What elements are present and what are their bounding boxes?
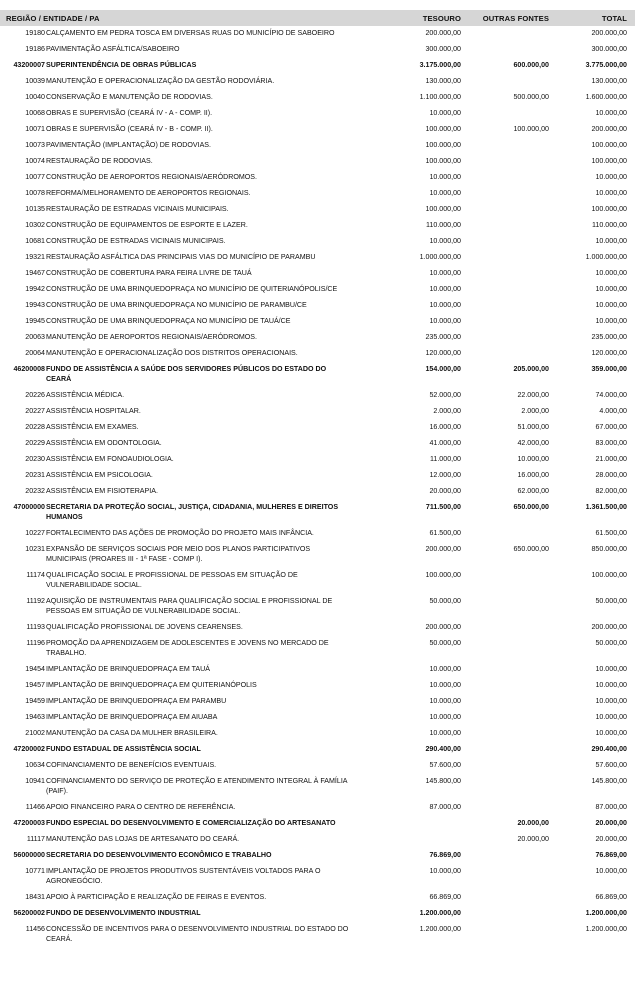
row-code: 18431 xyxy=(25,893,45,901)
row-total: 200.000,00 xyxy=(591,29,627,37)
row-total: 10.000,00 xyxy=(595,729,627,737)
table-row xyxy=(0,710,635,726)
row-tesouro: 10.000,00 xyxy=(429,317,461,325)
entity-row xyxy=(0,58,635,74)
row-code: 19945 xyxy=(25,317,45,325)
row-total: 145.800,00 xyxy=(591,777,627,785)
row-description: RESTAURAÇÃO DE ESTRADAS VICINAIS MUNICIPAIS. xyxy=(46,205,229,213)
row-total: 28.000,00 xyxy=(595,471,627,479)
table-row xyxy=(0,890,635,906)
row-code: 19321 xyxy=(25,253,45,261)
row-description: FORTALECIMENTO DAS AÇÕES DE PROMOÇÃO DO PROJETO MAIS INFÂNCIA. xyxy=(46,529,314,537)
row-code: 20228 xyxy=(25,423,45,431)
row-code: 20231 xyxy=(25,471,45,479)
row-description: MANUTENÇÃO DE AEROPORTOS REGIONAIS/AERÓDROMOS. xyxy=(46,333,258,341)
row-tesouro: 1.000.000,00 xyxy=(419,253,461,261)
row-code: 19180 xyxy=(25,29,45,37)
row-description: SUPERINTENDÊNCIA DE OBRAS PÚBLICAS xyxy=(46,61,197,69)
table-row xyxy=(0,568,635,594)
row-total: 100.000,00 xyxy=(591,141,627,149)
row-description: SECRETARIA DA PROTEÇÃO SOCIAL, JUSTIÇA, CIDADANIA, MULHERES E DIREITOS HUMANOS xyxy=(46,503,339,521)
row-tesouro: 10.000,00 xyxy=(429,867,461,875)
row-tesouro: 100.000,00 xyxy=(425,141,461,149)
row-description: ASSISTÊNCIA EM PSICOLOGIA. xyxy=(46,471,153,479)
row-total: 10.000,00 xyxy=(595,697,627,705)
row-code: 10077 xyxy=(25,173,45,181)
row-tesouro: 10.000,00 xyxy=(429,269,461,277)
table-header xyxy=(0,10,635,26)
row-code: 10078 xyxy=(25,189,45,197)
row-description: MANUTENÇÃO E OPERACIONALIZAÇÃO DA GESTÃO RODOVIÁRIA. xyxy=(46,77,275,85)
row-total: 1.000.000,00 xyxy=(585,253,627,261)
row-total: 100.000,00 xyxy=(591,571,627,579)
row-tesouro: 20.000,00 xyxy=(429,487,461,495)
row-tesouro: 16.000,00 xyxy=(429,423,461,431)
row-total: 20.000,00 xyxy=(595,835,627,843)
row-tesouro: 100.000,00 xyxy=(425,125,461,133)
table-row xyxy=(0,694,635,710)
row-code: 10231 xyxy=(25,545,45,553)
row-outras-fontes: 42.000,00 xyxy=(517,439,549,447)
row-tesouro: 50.000,00 xyxy=(429,639,461,647)
row-total: 74.000,00 xyxy=(595,391,627,399)
row-tesouro: 10.000,00 xyxy=(429,665,461,673)
table-row xyxy=(0,282,635,298)
row-total: 83.000,00 xyxy=(595,439,627,447)
row-total: 4.000,00 xyxy=(599,407,627,415)
row-description: RESTAURAÇÃO DE RODOVIAS. xyxy=(46,157,153,165)
row-code: 19467 xyxy=(25,269,45,277)
row-description: SECRETARIA DO DESENVOLVIMENTO ECONÔMICO E TRABALHO xyxy=(46,851,272,859)
row-total: 300.000,00 xyxy=(591,45,627,53)
table-row xyxy=(0,154,635,170)
row-tesouro: 1.100.000,00 xyxy=(419,93,461,101)
row-description: FUNDO DE DESENVOLVIMENTO INDUSTRIAL xyxy=(46,909,201,917)
entity-row xyxy=(0,848,635,864)
row-code: 20230 xyxy=(25,455,45,463)
row-description: FUNDO ESTADUAL DE ASSISTÊNCIA SOCIAL xyxy=(46,745,201,753)
row-description: ASSISTÊNCIA EM EXAMES. xyxy=(46,423,139,431)
row-code: 10681 xyxy=(25,237,45,245)
table-row xyxy=(0,298,635,314)
row-total: 850.000,00 xyxy=(591,545,627,553)
row-tesouro: 235.000,00 xyxy=(425,333,461,341)
header-region: REGIÃO / ENTIDADE / PA xyxy=(6,14,100,23)
table-row xyxy=(0,726,635,742)
row-description: PROMOÇÃO DA APRENDIZAGEM DE ADOLESCENTES E JOVENS NO MERCADO DE TRABALHO. xyxy=(46,639,329,657)
row-total: 87.000,00 xyxy=(595,803,627,811)
row-description: OBRAS E SUPERVISÃO (CEARÁ IV - A - COMP. II). xyxy=(46,109,213,117)
row-tesouro: 300.000,00 xyxy=(425,45,461,53)
row-description: QUALIFICAÇÃO PROFISSIONAL DE JOVENS CEARENSES. xyxy=(46,623,243,631)
row-code: 11192 xyxy=(26,597,45,605)
table-row xyxy=(0,800,635,816)
row-code: 19457 xyxy=(25,681,45,689)
row-code: 11196 xyxy=(26,639,45,647)
row-tesouro: 10.000,00 xyxy=(429,173,461,181)
row-code: 10040 xyxy=(25,93,45,101)
row-tesouro: 10.000,00 xyxy=(429,109,461,117)
row-code: 10634 xyxy=(25,761,45,769)
table-row xyxy=(0,758,635,774)
row-code: 19454 xyxy=(25,665,45,673)
row-description: IMPLANTAÇÃO DE BRINQUEDOPRAÇA EM PARAMBU xyxy=(46,697,227,705)
row-description: CONSTRUÇÃO DE EQUIPAMENTOS DE ESPORTE E LAZER. xyxy=(46,221,248,229)
table-row xyxy=(0,42,635,58)
row-total: 10.000,00 xyxy=(595,301,627,309)
row-code: 11193 xyxy=(26,623,45,631)
row-total: 10.000,00 xyxy=(595,237,627,245)
row-tesouro: 1.200.000,00 xyxy=(419,925,461,933)
row-description: RESTAURAÇÃO ASFÁLTICA DAS PRINCIPAIS VIAS DO MUNICÍPIO DE PARAMBU xyxy=(46,253,316,261)
row-description: AQUISIÇÃO DE INSTRUMENTAIS PARA QUALIFICAÇÃO SOCIAL E PROFISSIONAL DE PESSOAS EM SITUAÇÃO DE VULNERABILIDADE SOCIAL. xyxy=(46,597,333,615)
row-description: APOIO FINANCEIRO PARA O CENTRO DE REFERÊNCIA. xyxy=(46,803,236,811)
row-code: 10771 xyxy=(25,867,45,875)
row-outras-fontes: 2.000,00 xyxy=(521,407,549,415)
table-row xyxy=(0,526,635,542)
row-tesouro: 50.000,00 xyxy=(429,597,461,605)
row-total: 10.000,00 xyxy=(595,867,627,875)
row-tesouro: 154.000,00 xyxy=(425,365,461,373)
row-code: 47200003 xyxy=(13,819,45,827)
table-row xyxy=(0,420,635,436)
table-row xyxy=(0,202,635,218)
row-code: 11117 xyxy=(26,835,45,843)
table-row xyxy=(0,234,635,250)
row-description: ASSISTÊNCIA HOSPITALAR. xyxy=(46,407,141,415)
row-total: 1.200.000,00 xyxy=(585,909,627,917)
row-total: 200.000,00 xyxy=(591,623,627,631)
row-total: 66.869,00 xyxy=(595,893,627,901)
row-tesouro: 10.000,00 xyxy=(429,237,461,245)
row-code: 11174 xyxy=(26,571,45,579)
table-row xyxy=(0,832,635,848)
row-total: 1.600.000,00 xyxy=(585,93,627,101)
row-code: 19463 xyxy=(25,713,45,721)
row-description: FUNDO ESPECIAL DO DESENVOLVIMENTO E COMERCIALIZAÇÃO DO ARTESANATO xyxy=(46,819,336,827)
table-row xyxy=(0,636,635,662)
table-row xyxy=(0,218,635,234)
row-code: 43200007 xyxy=(13,61,45,69)
row-outras-fontes: 22.000,00 xyxy=(517,391,549,399)
row-description: MANUTENÇÃO DA CASA DA MULHER BRASILEIRA. xyxy=(46,729,218,737)
row-total: 200.000,00 xyxy=(591,125,627,133)
row-total: 10.000,00 xyxy=(595,681,627,689)
row-total: 10.000,00 xyxy=(595,109,627,117)
row-description: EXPANSÃO DE SERVIÇOS SOCIAIS POR MEIO DOS PLANOS PARTICIPATIVOS MUNICIPAIS (PROARES III - 1ª FASE - COMP I). xyxy=(46,545,311,563)
row-code: 10941 xyxy=(25,777,45,785)
row-code: 10068 xyxy=(25,109,45,117)
row-tesouro: 1.200.000,00 xyxy=(419,909,461,917)
row-total: 1.361.500,00 xyxy=(585,503,627,511)
table-row xyxy=(0,774,635,800)
row-description: CONSTRUÇÃO DE COBERTURA PARA FEIRA LIVRE DE TAUÁ xyxy=(46,269,252,277)
row-tesouro: 10.000,00 xyxy=(429,285,461,293)
row-description: MANUTENÇÃO E OPERACIONALIZAÇÃO DOS DISTRITOS OPERACIONAIS. xyxy=(46,349,298,357)
row-outras-fontes: 10.000,00 xyxy=(517,455,549,463)
table-row xyxy=(0,662,635,678)
row-description: QUALIFICAÇÃO SOCIAL E PROFISSIONAL DE PESSOAS EM SITUAÇÃO DE VULNERABILIDADE SOCIAL. xyxy=(46,571,298,589)
table-row xyxy=(0,330,635,346)
row-outras-fontes: 500.000,00 xyxy=(513,93,549,101)
row-description: IMPLANTAÇÃO DE PROJETOS PRODUTIVOS SUSTENTÁVEIS VOLTADOS PARA O AGRONEGÓCIO. xyxy=(46,867,321,885)
row-total: 100.000,00 xyxy=(591,157,627,165)
table-row xyxy=(0,922,635,948)
row-code: 11456 xyxy=(25,925,45,933)
row-outras-fontes: 600.000,00 xyxy=(513,61,549,69)
row-code: 47200002 xyxy=(13,745,45,753)
row-code: 11466 xyxy=(25,803,45,811)
row-total: 10.000,00 xyxy=(595,665,627,673)
row-tesouro: 145.800,00 xyxy=(425,777,461,785)
row-total: 76.869,00 xyxy=(595,851,627,859)
header-total: TOTAL xyxy=(601,14,627,23)
table-row xyxy=(0,404,635,420)
row-description: ASSISTÊNCIA EM ODONTOLOGIA. xyxy=(46,439,162,447)
row-code: 20226 xyxy=(25,391,45,399)
row-description: ASSISTÊNCIA EM FISIOTERAPIA. xyxy=(46,487,158,495)
row-description: COFINANCIAMENTO DO SERVIÇO DE PROTEÇÃO E ATENDIMENTO INTEGRAL À FAMÍLIA (PAIF). xyxy=(46,777,348,795)
table-row xyxy=(0,594,635,620)
row-description: ASSISTÊNCIA MÉDICA. xyxy=(46,391,125,399)
row-description: CONSTRUÇÃO DE UMA BRINQUEDOPRAÇA NO MUNICÍPIO DE TAUÁ/CE xyxy=(46,317,291,325)
entity-row xyxy=(0,816,635,832)
row-outras-fontes: 100.000,00 xyxy=(513,125,549,133)
row-total: 359.000,00 xyxy=(591,365,627,373)
row-tesouro: 76.869,00 xyxy=(429,851,461,859)
row-total: 1.200.000,00 xyxy=(585,925,627,933)
row-outras-fontes: 650.000,00 xyxy=(513,503,549,511)
row-description: IMPLANTAÇÃO DE BRINQUEDOPRAÇA EM AIUABA xyxy=(46,713,218,721)
row-code: 19942 xyxy=(25,285,45,293)
row-tesouro: 10.000,00 xyxy=(429,713,461,721)
row-code: 56200002 xyxy=(13,909,45,917)
row-outras-fontes: 650.000,00 xyxy=(513,545,549,553)
row-tesouro: 100.000,00 xyxy=(425,205,461,213)
row-total: 110.000,00 xyxy=(592,221,627,229)
row-tesouro: 3.175.000,00 xyxy=(419,61,461,69)
table-row xyxy=(0,90,635,106)
row-tesouro: 66.869,00 xyxy=(429,893,461,901)
table-row xyxy=(0,436,635,452)
row-description: CONSTRUÇÃO DE UMA BRINQUEDOPRAÇA NO MUNICÍPIO DE PARAMBU/CE xyxy=(46,301,307,309)
row-tesouro: 100.000,00 xyxy=(425,571,461,579)
row-tesouro: 87.000,00 xyxy=(429,803,461,811)
row-description: IMPLANTAÇÃO DE BRINQUEDOPRAÇA EM TAUÁ xyxy=(46,665,210,673)
table-row xyxy=(0,468,635,484)
row-code: 10039 xyxy=(25,77,45,85)
row-code: 10074 xyxy=(25,157,45,165)
row-code: 20232 xyxy=(25,487,45,495)
row-description: CONSTRUÇÃO DE ESTRADAS VICINAIS MUNICIPAIS. xyxy=(46,237,226,245)
row-code: 21002 xyxy=(25,729,45,737)
row-code: 47000000 xyxy=(13,503,45,511)
row-tesouro: 200.000,00 xyxy=(425,623,461,631)
table-row xyxy=(0,250,635,266)
row-code: 10227 xyxy=(25,529,45,537)
table-body xyxy=(0,26,635,948)
row-tesouro: 110.000,00 xyxy=(426,221,461,229)
table-row xyxy=(0,266,635,282)
table-row xyxy=(0,106,635,122)
row-tesouro: 2.000,00 xyxy=(433,407,461,415)
table-row xyxy=(0,484,635,500)
row-total: 10.000,00 xyxy=(595,713,627,721)
row-tesouro: 100.000,00 xyxy=(425,157,461,165)
row-code: 20229 xyxy=(25,439,45,447)
table-row xyxy=(0,678,635,694)
row-description: ASSISTÊNCIA EM FONOAUDIOLOGIA. xyxy=(46,455,174,463)
row-total: 10.000,00 xyxy=(595,269,627,277)
row-tesouro: 130.000,00 xyxy=(425,77,461,85)
row-total: 67.000,00 xyxy=(595,423,627,431)
row-total: 21.000,00 xyxy=(595,455,627,463)
row-total: 235.000,00 xyxy=(591,333,627,341)
row-description: CONSTRUÇÃO DE UMA BRINQUEDOPRAÇA NO MUNICÍPIO DE QUITERIANÓPOLIS/CE xyxy=(46,285,338,293)
row-description: APOIO À PARTICIPAÇÃO E REALIZAÇÃO DE FEIRAS E EVENTOS. xyxy=(46,893,267,901)
row-code: 19186 xyxy=(25,45,45,53)
row-tesouro: 11.000,00 xyxy=(429,455,461,463)
row-description: MANUTENÇÃO DAS LOJAS DE ARTESANATO DO CEARÁ. xyxy=(46,835,240,843)
table-row xyxy=(0,542,635,568)
table-row xyxy=(0,122,635,138)
row-total: 10.000,00 xyxy=(595,189,627,197)
row-code: 19943 xyxy=(25,301,45,309)
row-outras-fontes: 62.000,00 xyxy=(517,487,549,495)
row-total: 3.775.000,00 xyxy=(585,61,627,69)
table-row xyxy=(0,138,635,154)
table-row xyxy=(0,74,635,90)
row-code: 19459 xyxy=(25,697,45,705)
row-total: 50.000,00 xyxy=(595,639,627,647)
table-row xyxy=(0,388,635,404)
row-total: 82.000,00 xyxy=(595,487,627,495)
table-row xyxy=(0,26,635,42)
row-description: PAVIMENTAÇÃO (IMPLANTAÇÃO) DE RODOVIAS. xyxy=(46,141,212,149)
header-outras-fontes: OUTRAS FONTES xyxy=(482,14,549,23)
row-tesouro: 61.500,00 xyxy=(429,529,461,537)
row-code: 46200008 xyxy=(13,365,45,373)
row-total: 61.500,00 xyxy=(595,529,627,537)
row-code: 10302 xyxy=(25,221,45,229)
row-outras-fontes: 16.000,00 xyxy=(517,471,549,479)
row-code: 10135 xyxy=(25,205,45,213)
row-description: IMPLANTAÇÃO DE BRINQUEDOPRAÇA EM QUITERIANÓPOLIS xyxy=(46,681,257,689)
row-tesouro: 120.000,00 xyxy=(425,349,461,357)
row-tesouro: 10.000,00 xyxy=(429,729,461,737)
row-description: PAVIMENTAÇÃO ASFÁLTICA/SABOEIRO xyxy=(46,45,180,53)
row-code: 10073 xyxy=(25,141,45,149)
entity-row xyxy=(0,362,635,388)
row-total: 10.000,00 xyxy=(595,173,627,181)
row-total: 20.000,00 xyxy=(595,819,627,827)
row-tesouro: 10.000,00 xyxy=(429,681,461,689)
table-row xyxy=(0,170,635,186)
row-tesouro: 12.000,00 xyxy=(429,471,461,479)
row-total: 10.000,00 xyxy=(595,317,627,325)
row-outras-fontes: 205.000,00 xyxy=(513,365,549,373)
row-description: OBRAS E SUPERVISÃO (CEARÁ IV - B - COMP. II). xyxy=(46,125,213,133)
row-description: FUNDO DE ASSISTÊNCIA A SAÚDE DOS SERVIDORES PÚBLICOS DO ESTADO DO CEARÁ xyxy=(46,365,327,383)
table-row xyxy=(0,186,635,202)
entity-row xyxy=(0,742,635,758)
row-outras-fontes: 20.000,00 xyxy=(517,835,549,843)
row-tesouro: 10.000,00 xyxy=(429,189,461,197)
entity-row xyxy=(0,906,635,922)
row-total: 57.600,00 xyxy=(595,761,627,769)
row-code: 56000000 xyxy=(13,851,45,859)
row-code: 20227 xyxy=(25,407,45,415)
row-total: 290.400,00 xyxy=(591,745,627,753)
row-description: CONCESSÃO DE INCENTIVOS PARA O DESENVOLVIMENTO INDUSTRIAL DO ESTADO DO CEARÁ. xyxy=(46,925,349,943)
row-outras-fontes: 20.000,00 xyxy=(517,819,549,827)
entity-row xyxy=(0,500,635,526)
row-tesouro: 290.400,00 xyxy=(425,745,461,753)
row-description: CONSTRUÇÃO DE AEROPORTOS REGIONAIS/AERÓDROMOS. xyxy=(46,173,258,181)
row-tesouro: 10.000,00 xyxy=(429,301,461,309)
row-tesouro: 200.000,00 xyxy=(425,545,461,553)
table-row xyxy=(0,864,635,890)
table-row xyxy=(0,620,635,636)
header-tesouro: TESOURO xyxy=(422,14,461,23)
row-tesouro: 52.000,00 xyxy=(429,391,461,399)
row-description: REFORMA/MELHORAMENTO DE AEROPORTOS REGIONAIS. xyxy=(46,189,251,197)
row-tesouro: 57.600,00 xyxy=(429,761,461,769)
row-total: 10.000,00 xyxy=(595,285,627,293)
table-row xyxy=(0,452,635,468)
row-description: CALÇAMENTO EM PEDRA TOSCA EM DIVERSAS RUAS DO MUNICÍPIO DE SABOEIRO xyxy=(46,29,335,37)
row-tesouro: 10.000,00 xyxy=(429,697,461,705)
row-tesouro: 200.000,00 xyxy=(425,29,461,37)
row-tesouro: 711.500,00 xyxy=(425,503,461,511)
row-total: 120.000,00 xyxy=(591,349,627,357)
row-code: 10071 xyxy=(25,125,45,133)
row-total: 50.000,00 xyxy=(595,597,627,605)
row-tesouro: 41.000,00 xyxy=(429,439,461,447)
table-row xyxy=(0,314,635,330)
table-row xyxy=(0,346,635,362)
row-outras-fontes: 51.000,00 xyxy=(517,423,549,431)
row-total: 130.000,00 xyxy=(591,77,627,85)
row-description: CONSERVAÇÃO E MANUTENÇÃO DE RODOVIAS. xyxy=(46,93,213,101)
row-code: 20063 xyxy=(25,333,45,341)
row-code: 20064 xyxy=(25,349,45,357)
row-description: COFINANCIAMENTO DE BENEFÍCIOS EVENTUAIS. xyxy=(46,761,217,769)
row-total: 100.000,00 xyxy=(591,205,627,213)
